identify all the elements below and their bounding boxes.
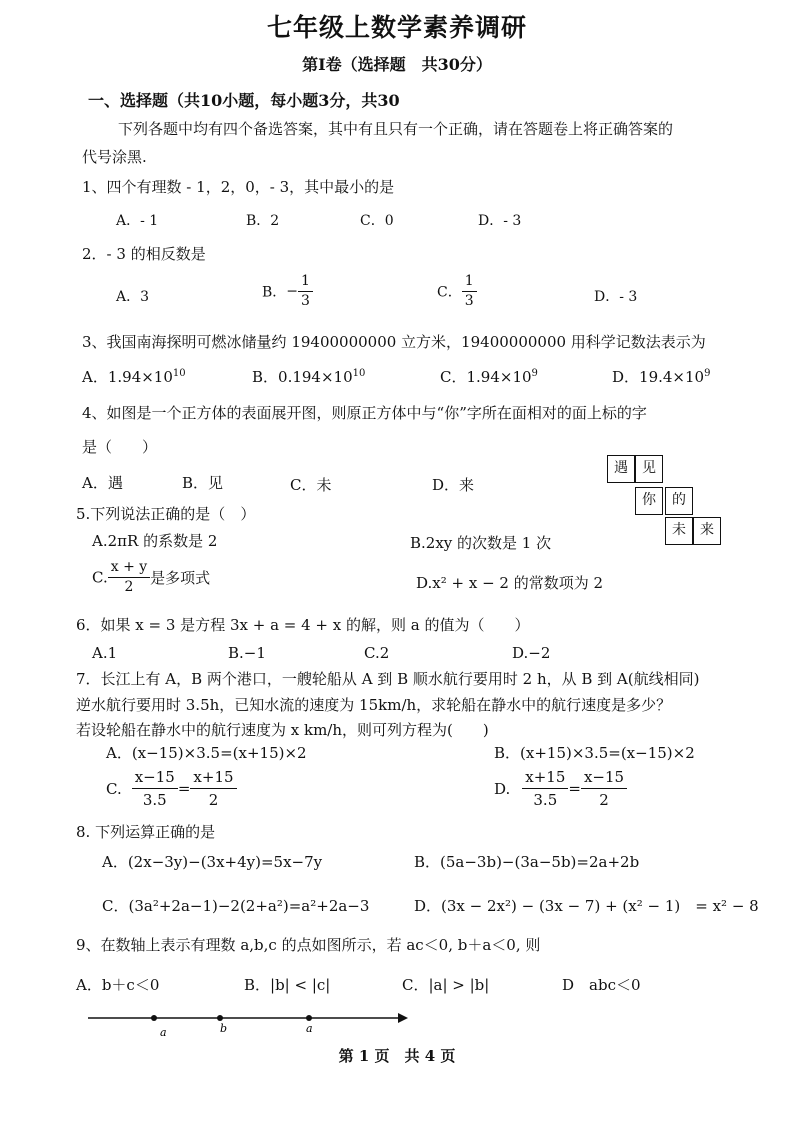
part-subtitle: 第Ⅰ卷（选择题 共30分） — [302, 55, 492, 74]
q2-option-a: A．3 — [116, 289, 150, 305]
q2-b-fraction: $\frac{1}{3}$ — [298, 272, 313, 311]
q8-option-b: B．(5a−3b)−(3a−5b)=2a+2b — [414, 853, 640, 871]
q2-option-d: D．- 3 — [594, 289, 638, 305]
q6-option-c: C.2 — [364, 644, 390, 662]
q3-option-b: B．$0.194\times 10^{10}$ — [252, 368, 366, 386]
q7-d-fraction-left: $\frac{x+15}{3.5}$ — [522, 766, 568, 811]
q2-c-fraction: $\frac{1}{3}$ — [462, 272, 477, 311]
q7-option-d: D. $\frac{x+15}{3.5}$ = $\frac{x-15}{2}$ — [494, 766, 627, 811]
q2-option-b: B．− $\frac{1}{3}$ — [262, 272, 313, 311]
q3-stem: 3、我国南海探明可燃冰储量约 19400000000 立方米，19400000000 用科学记数法表示为 — [82, 333, 706, 351]
q9-stem: 9、在数轴上表示有理数 a,b,c 的点如图所示，若 ac＜0, b＋a＜0, 则 — [76, 936, 541, 954]
q7-stem-line-2: 逆水航行要用时 3.5h，已知水流的速度为 15km/h，求轮船在静水中的航行速度是多少？ — [76, 696, 672, 714]
page-footer: 第 1 页 共 4 页 — [338, 1047, 456, 1065]
q1-option-c: C．0 — [360, 213, 394, 229]
net-cell-5: 未 — [665, 517, 693, 545]
net-cell-6: 来 — [693, 517, 721, 545]
q5-option-c: C. $\frac{x + y}{2}$ 是多项式 — [92, 559, 211, 595]
q4-stem-line-1: 4、如图是一个正方体的表面展开图，则原正方体中与“你”字所在面相对的面上标的字 — [82, 404, 647, 422]
page-title: 七年级上数学素养调研 — [266, 13, 527, 42]
q8-stem: 8. 下列运算正确的是 — [76, 823, 216, 841]
point-label-1: a — [160, 1026, 167, 1039]
q2-stem: 2．- 3 的相反数是 — [82, 245, 206, 263]
q7-stem-line-3: 若设轮船在静水中的航行速度为 x km/h，则可列方程为( ) — [76, 721, 489, 739]
net-cell-2: 见 — [635, 455, 663, 483]
q4-option-c: C．未 — [290, 476, 332, 494]
q9-option-c: C．|a| > |b| — [402, 976, 490, 994]
q4-option-d: D．来 — [432, 476, 475, 494]
q2-option-c: C． $\frac{1}{3}$ — [437, 272, 477, 311]
q1-option-d: D．- 3 — [478, 213, 522, 229]
q7-option-a: A．(x−15)×3.5=(x+15)×2 — [106, 744, 307, 762]
q5-option-b: B.2xy 的次数是 1 次 — [410, 534, 552, 552]
q8-option-a: A．(2x−3y)−(3x+4y)=5x−7y — [102, 853, 323, 871]
net-cell-3: 你 — [635, 487, 663, 515]
q7-option-c: C. $\frac{x-15}{3.5}$ = $\frac{x+15}{2}$ — [106, 766, 237, 811]
instruction-line-1: 下列各题中均有四个备选答案，其中有且只有一个正确，请在答题卷上将正确答案的 — [118, 120, 674, 138]
point-label-3: a — [306, 1022, 313, 1035]
section-heading: 一、选择题（共10小题，每小题3分，共30 — [88, 91, 400, 110]
q9-option-a: A．b＋c＜0 — [76, 976, 160, 994]
q3-option-a: A．$1.94\times 10^{10}$ — [82, 368, 186, 386]
q6-option-a: A.1 — [92, 644, 118, 662]
q3-option-d: D．$19.4\times 10^9$ — [612, 368, 711, 386]
q6-option-b: B.−1 — [228, 644, 266, 662]
q4-stem-line-2: 是（ ） — [82, 438, 158, 456]
net-cell-4: 的 — [665, 487, 693, 515]
point-a-dot — [151, 1015, 157, 1021]
q6-option-d: D.−2 — [512, 644, 551, 662]
point-b-dot — [217, 1015, 223, 1021]
q7-d-fraction-right: $\frac{x-15}{2}$ — [581, 766, 627, 811]
point-c-dot — [306, 1015, 312, 1021]
q3-option-c: C．$1.94\times 10^9$ — [440, 368, 538, 386]
cube-net-figure — [607, 455, 721, 549]
q7-c-fraction-left: $\frac{x-15}{3.5}$ — [132, 766, 178, 811]
q8-option-d: D．(3x − 2x²) − (3x − 7) + (x² − 1) = x² − 8 — [414, 897, 759, 915]
q5-stem: 5.下列说法正确的是（ ） — [76, 505, 256, 523]
q5-option-a: A.2πR 的系数是 2 — [92, 532, 218, 550]
q7-stem-line-1: 7．长江上有 A，B 两个港口，一艘轮船从 A 到 B 顺水航行要用时 2 h，从 B 到 A(航线相同) — [76, 670, 700, 688]
q9-option-d: D abc＜0 — [562, 976, 641, 994]
q6-stem: 6．如果 x = 3 是方程 3x + a = 4 + x 的解，则 a 的值为（ ） — [76, 616, 530, 634]
net-cell-1: 遇 — [607, 455, 635, 483]
q5-c-fraction: $\frac{x + y}{2}$ — [108, 558, 150, 597]
number-line-figure — [80, 1006, 420, 1040]
q1-option-b: B．2 — [246, 213, 280, 229]
q7-c-fraction-right: $\frac{x+15}{2}$ — [190, 766, 236, 811]
q9-option-b: B．|b| < |c| — [244, 976, 331, 994]
q4-option-a: A．遇 — [82, 474, 123, 492]
q5-option-d: D.x² + x − 2 的常数项为 2 — [416, 574, 604, 592]
q7-option-b: B．(x+15)×3.5=(x−15)×2 — [494, 744, 695, 762]
number-line-arrow — [398, 1013, 408, 1023]
q1-stem: 1、四个有理数 - 1，2，0，- 3，其中最小的是 — [82, 178, 395, 196]
point-label-2: b — [220, 1022, 228, 1035]
q4-option-b: B．见 — [182, 474, 224, 492]
instruction-line-2: 代号涂黑. — [82, 148, 147, 166]
q1-option-a: A．- 1 — [116, 213, 159, 229]
q8-option-c: C．(3a²+2a−1)−2(2+a²)=a²+2a−3 — [102, 897, 370, 915]
